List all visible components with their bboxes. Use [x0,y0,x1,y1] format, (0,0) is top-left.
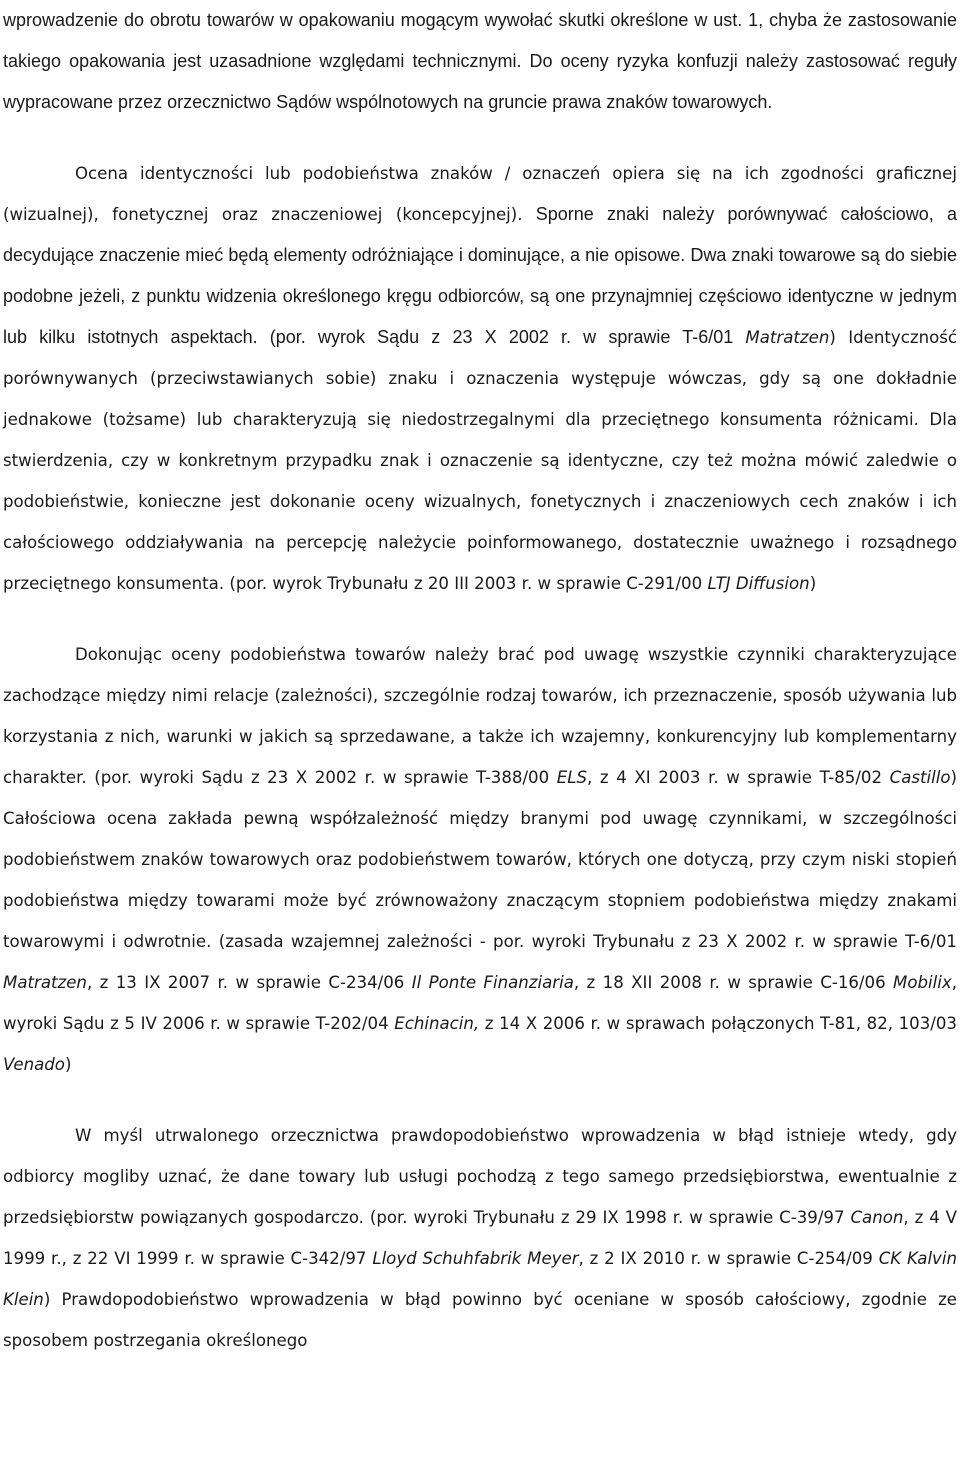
case-name: Mobilix [893,973,952,992]
text-segment: , z 2 IX 2010 r. w sprawie C-254/09 [578,1249,879,1268]
case-name: LTJ Diffusion [707,574,810,593]
text-segment: , z 18 XII 2008 r. w sprawie C-16/06 [573,973,894,992]
text-segment: , z 4 XI 2003 r. w sprawie T-85/02 [587,768,890,787]
case-name: Castillo [889,768,951,787]
text-segment: Ocena identyczności lub podobieństwa znaków / oznaczeń opiera się na ich zgodności graficznej (wizualnej), fonetycznej oraz znaczeniowej (koncepcyjnej). [3,164,957,224]
text-segment: Dwa znaki towarowe są do siebie podobne jeżeli, z punktu widzenia określonego kręgu odbiorców, są one przynajmniej częściowo identyczne w jednym lub kilku istotnych aspektach. (por. wyrok Sądu z 23 X 2002 r. w sprawie T-6/01 [3,245,957,347]
case-name: CK Kalvin Klein [3,1249,958,1309]
text-segment: Dokonując oceny podobieństwa towarów należy brać pod uwagę wszystkie czynniki charakteryzujące zachodzące między nimi relacje (zależności), szczególnie rodzaj towarów, ich przeznaczenie, sposób używania lub korzystania z nich, warunki w jakich są sprzedawane, a także ich wzajemny, konkurencyjny lub komplementarny charakter. (por. wyroki Sądu z 23 X 2002 r. w sprawie T-388/00 [3,645,957,787]
case-name: Venado [3,1055,65,1074]
case-name: Il Ponte Finanziaria [411,973,574,992]
text-segment: ) Identyczność porównywanych (przeciwstawianych sobie) znaku i oznaczenia występuje wówczas, gdy są one dokładnie jednakowe (tożsame) lub charakteryzują się niedostrzegalnymi dla przeciętnego konsumenta różnicami. Dla stwierdzenia, czy w konkretnym przypadku znak i oznaczenie są identyczne, czy też można mówić zaledwie o podobieństwie, konieczne jest dokonanie oceny wizualnych, fonetycznych i znaczeniowych cech znaków i ich całościowego oddziaływania na percepcję należycie poinformowanego, dostatecznie uważnego i rozsądnego przeciętnego konsumenta. (por. wyrok Trybunału z 20 III 2003 r. w sprawie C-291/00 [3,328,958,593]
paragraph-sign-identity [3,153,957,604]
text-segment: ) Prawdopodobieństwo wprowadzenia w błąd powinno być oceniane w sposób całościowy, zgodnie ze sposobem postrzegania określonego [3,1290,957,1350]
text-segment: , z 13 IX 2007 r. w sprawie C-234/06 [86,973,412,992]
text-segment: ) Całościowa ocena zakłada pewną współzależność między branymi pod uwagę czynnikami, w szczególności podobieństwem znaków towarowych oraz podobieństwem towarów, których one dotyczą, przy czym niski stopień podobieństwa między towarami może być zrównoważony znaczącym stopniem podobieństwa między znakami towarowymi i odwrotnie. (zasada wzajemnej zależności - por. wyroki Trybunału z 23 X 2002 r. w sprawie T-6/01 [3,768,957,951]
text-segment: ) [809,574,817,593]
text-segment: , z 4 V 1999 r., z 22 VI 1999 r. w sprawie C-342/97 [3,1208,958,1268]
text-segment: ) [64,1055,72,1074]
case-name: Canon [850,1208,904,1227]
paragraph-likelihood-confusion [3,1115,957,1361]
case-name: Lloyd Schuhfabrik Meyer [372,1249,579,1268]
paragraph-packaging [3,0,957,123]
text-segment: , wyroki Sądu z 5 IV 2006 r. w sprawie T-202/04 [3,973,957,1033]
text-segment: W myśl utrwalonego orzecznictwa prawdopodobieństwo wprowadzenia w błąd istnieje wtedy, gdy odbiorcy mogliby uznać, że dane towary lub usługi pochodzą z tego samego przedsiębiorstwa, ewentualnie z przedsiębiorstw powiązanych gospodarczo. (por. wyroki Trybunału z 29 IX 1998 r. w sprawie C-39/97 [3,1126,957,1227]
text-segment: z 14 X 2006 r. w sprawach połączonych T-81, 82, 103/03 [479,1014,957,1033]
case-name: ELS [556,768,588,787]
text-segment: Sporne znaki należy porównywać całościowo, a decydujące znaczenie mieć będą elementy odróżniające i dominujące, a nie opisowe. [3,204,957,265]
case-name: Matratzen [3,973,87,992]
case-name: Echinacin, [394,1014,480,1033]
paragraph-goods-similarity [3,634,957,1085]
case-name: Matratzen [745,328,830,347]
paragraph-text: wprowadzenie do obrotu towarów w opakowaniu mogącym wywołać skutki określone w ust. 1, chyba że zastosowanie takiego opakowania jest uzasadnione względami technicznymi. Do oceny ryzyka konfuzji należy zastosować reguły wypracowane przez orzecznictwo Sądów wspólnotowych na gruncie prawa znaków towarowych. [3,10,957,112]
document-page [3,0,957,1361]
